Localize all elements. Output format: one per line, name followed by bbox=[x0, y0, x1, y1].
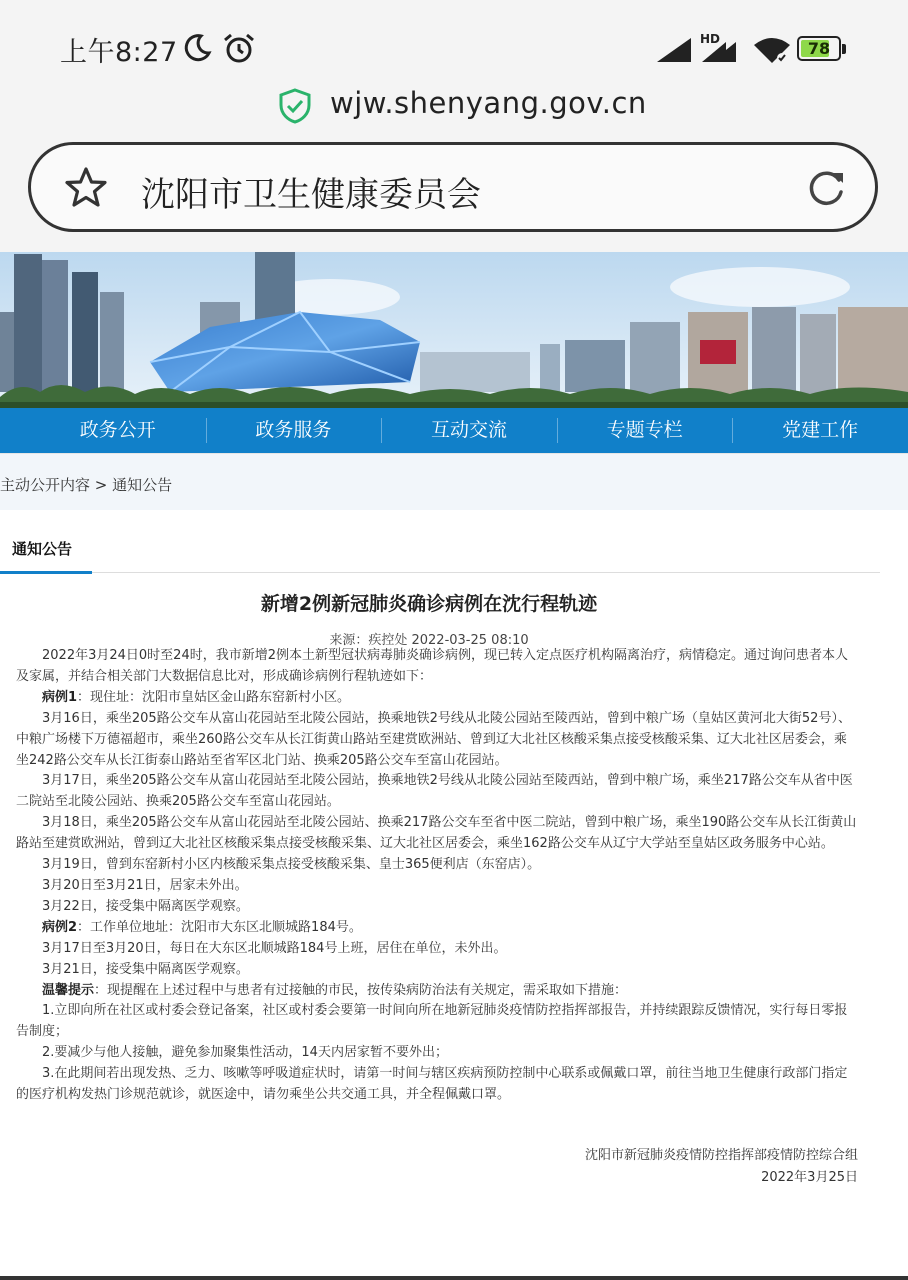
battery-level: 78 bbox=[807, 39, 831, 58]
case2-day1: 3月17日至3月20日，每日在大东区北顺城路184号上班，居住在单位，未外出。 bbox=[42, 940, 507, 956]
tip-text: ：现提醒在上述过程中与患者有过接触的市民，按传染病防治法有关规定，需采取如下措施： bbox=[94, 982, 628, 998]
skyline-illustration bbox=[0, 252, 908, 408]
case2-address: ：工作单位地址：沈阳市大东区北顺城路184号。 bbox=[77, 919, 362, 935]
article-title: 新增2例新冠肺炎确诊病例在沈行程轨迹 bbox=[260, 593, 598, 615]
case1-day6: 3月22日，接受集中隔离医学观察。 bbox=[42, 898, 249, 914]
article-meta: 来源：疾控处 2022-03-25 08:10 bbox=[329, 633, 529, 648]
alarm-icon bbox=[222, 32, 256, 68]
nav-item-party-building[interactable]: 党建工作 bbox=[732, 408, 908, 453]
signal-strength-2-icon bbox=[700, 36, 738, 68]
bookmark-star-icon[interactable] bbox=[63, 165, 109, 215]
case1-header bbox=[16, 688, 859, 709]
signal-strength-icon bbox=[655, 36, 693, 68]
secure-shield-icon bbox=[278, 88, 312, 128]
nav-item-government-services[interactable]: 政务服务 bbox=[206, 408, 382, 453]
tip-label: 温馨提示 bbox=[42, 982, 95, 998]
measure-2: 2.要减少与他人接触，避免参加聚集性活动，14天内居家暂不要外出； bbox=[42, 1045, 448, 1061]
bottom-edge bbox=[0, 1276, 908, 1280]
article-body bbox=[16, 646, 859, 1106]
case1-address: ：现住址：沈阳市皇姑区金山路东窑新村小区。 bbox=[77, 689, 351, 705]
reload-icon[interactable] bbox=[803, 165, 849, 215]
address-area bbox=[0, 134, 908, 252]
case1-day2: 3月17日，乘坐205路公交车从富山花园站至北陵公园站，换乘地铁2号线从北陵公园站至陵西站，曾到中粮广场，乘坐217路公交车从省中医二院站至北陵公园站、换乘205路公交车至富山花园站。 bbox=[16, 773, 853, 810]
nav-item-government-affairs[interactable]: 政务公开 bbox=[79, 419, 156, 441]
signature-date: 2022年3月25日 bbox=[761, 1170, 858, 1185]
section-underline bbox=[0, 571, 92, 574]
address-bar[interactable] bbox=[28, 142, 878, 232]
signature-org: 沈阳市新冠肺炎疫情防控指挥部疫情防控综合组 bbox=[584, 1148, 858, 1163]
case2-header bbox=[16, 918, 859, 939]
url-text[interactable]: wjw.shenyang.gov.cn bbox=[330, 86, 647, 120]
case2-label: 病例2 bbox=[42, 919, 78, 935]
page-title: 沈阳市卫生健康委员会 bbox=[141, 175, 481, 215]
tip-header bbox=[16, 981, 859, 1002]
case1-day3: 3月18日，乘坐205路公交车从富山花园站至北陵公园站、换乘217路公交车至省中医二院站，曾到中粮广场，乘坐190路公交车从长江街黄山路站至建赏欧洲站，曾到辽大北社区核酸采集点接受核酸采集、辽大北社区居委会，乘坐162路公交车从辽宁大学站至皇姑区政务服务中心站。 bbox=[16, 815, 857, 852]
header-banner bbox=[0, 252, 908, 408]
case1-day1: 3月16日，乘坐205路公交车从富山花园站至北陵公园站，换乘地铁2号线从北陵公园站至陵西站，曾到中粮广场（皇姑区黄河北大街52号）、中粮广场楼下万德福超市，乘坐260路公交车从长江街黄山路站至建赏欧洲站、曾到辽大北社区核酸采集点接受核酸采集、辽大北社区居委会，乘坐242路公交车从长江街泰山路站至省军区北门站、换乘205路公交车至富山花园站。 bbox=[16, 710, 851, 768]
moon-icon bbox=[182, 33, 212, 67]
article-intro: 2022年3月24日0时至24时，我市新增2例本土新型冠状病毒肺炎确诊病例，现已转入定点医疗机构隔离治疗，病情稳定。通过询问患者本人及家属，并结合相关部门大数据信息比对，形成确诊病例行程轨迹如下： bbox=[16, 648, 848, 684]
breadcrumb-bar bbox=[0, 453, 908, 510]
nav-item-special-topics[interactable]: 专题专栏 bbox=[557, 408, 733, 453]
url-row bbox=[0, 80, 908, 134]
case1-label: 病例1 bbox=[42, 689, 78, 705]
section-header bbox=[0, 530, 880, 573]
nav-item-interaction[interactable]: 互动交流 bbox=[381, 408, 557, 453]
network-type-label: HD bbox=[700, 32, 721, 46]
battery-indicator bbox=[797, 36, 841, 61]
article-signature bbox=[585, 1145, 858, 1189]
section-title: 通知公告 bbox=[12, 540, 73, 558]
case2-day2: 3月21日，接受集中隔离医学观察。 bbox=[42, 961, 249, 977]
measure-1: 1.立即向所在社区或村委会登记备案，社区或村委会要第一时间向所在地新冠肺炎疫情防控指挥部报告，并持续跟踪反馈情况，实行每日零报告制度； bbox=[16, 1003, 848, 1040]
battery-cap bbox=[842, 44, 846, 54]
case1-day4: 3月19日，曾到东窑新村小区内核酸采集点接受核酸采集、皇士365便利店（东窑店）。 bbox=[42, 857, 541, 873]
status-bar bbox=[0, 0, 908, 80]
main-nav bbox=[0, 408, 908, 453]
breadcrumb[interactable]: 主动公开内容 > 通知公告 bbox=[0, 476, 173, 494]
wifi-icon bbox=[752, 36, 792, 68]
measure-3: 3.在此期间若出现发热、乏力、咳嗽等呼吸道症状时，请第一时间与辖区疾病预防控制中心联系或佩戴口罩，前往当地卫生健康行政部门指定的医疗机构发热门诊规范就诊，就医途中，请勿乘坐公共交通工具，并全程佩戴口罩。 bbox=[16, 1066, 848, 1103]
nav-spacer bbox=[0, 408, 30, 453]
case1-day5: 3月20日至3月21日，居家未外出。 bbox=[42, 877, 248, 893]
status-time: 上午8:27 bbox=[60, 37, 178, 68]
